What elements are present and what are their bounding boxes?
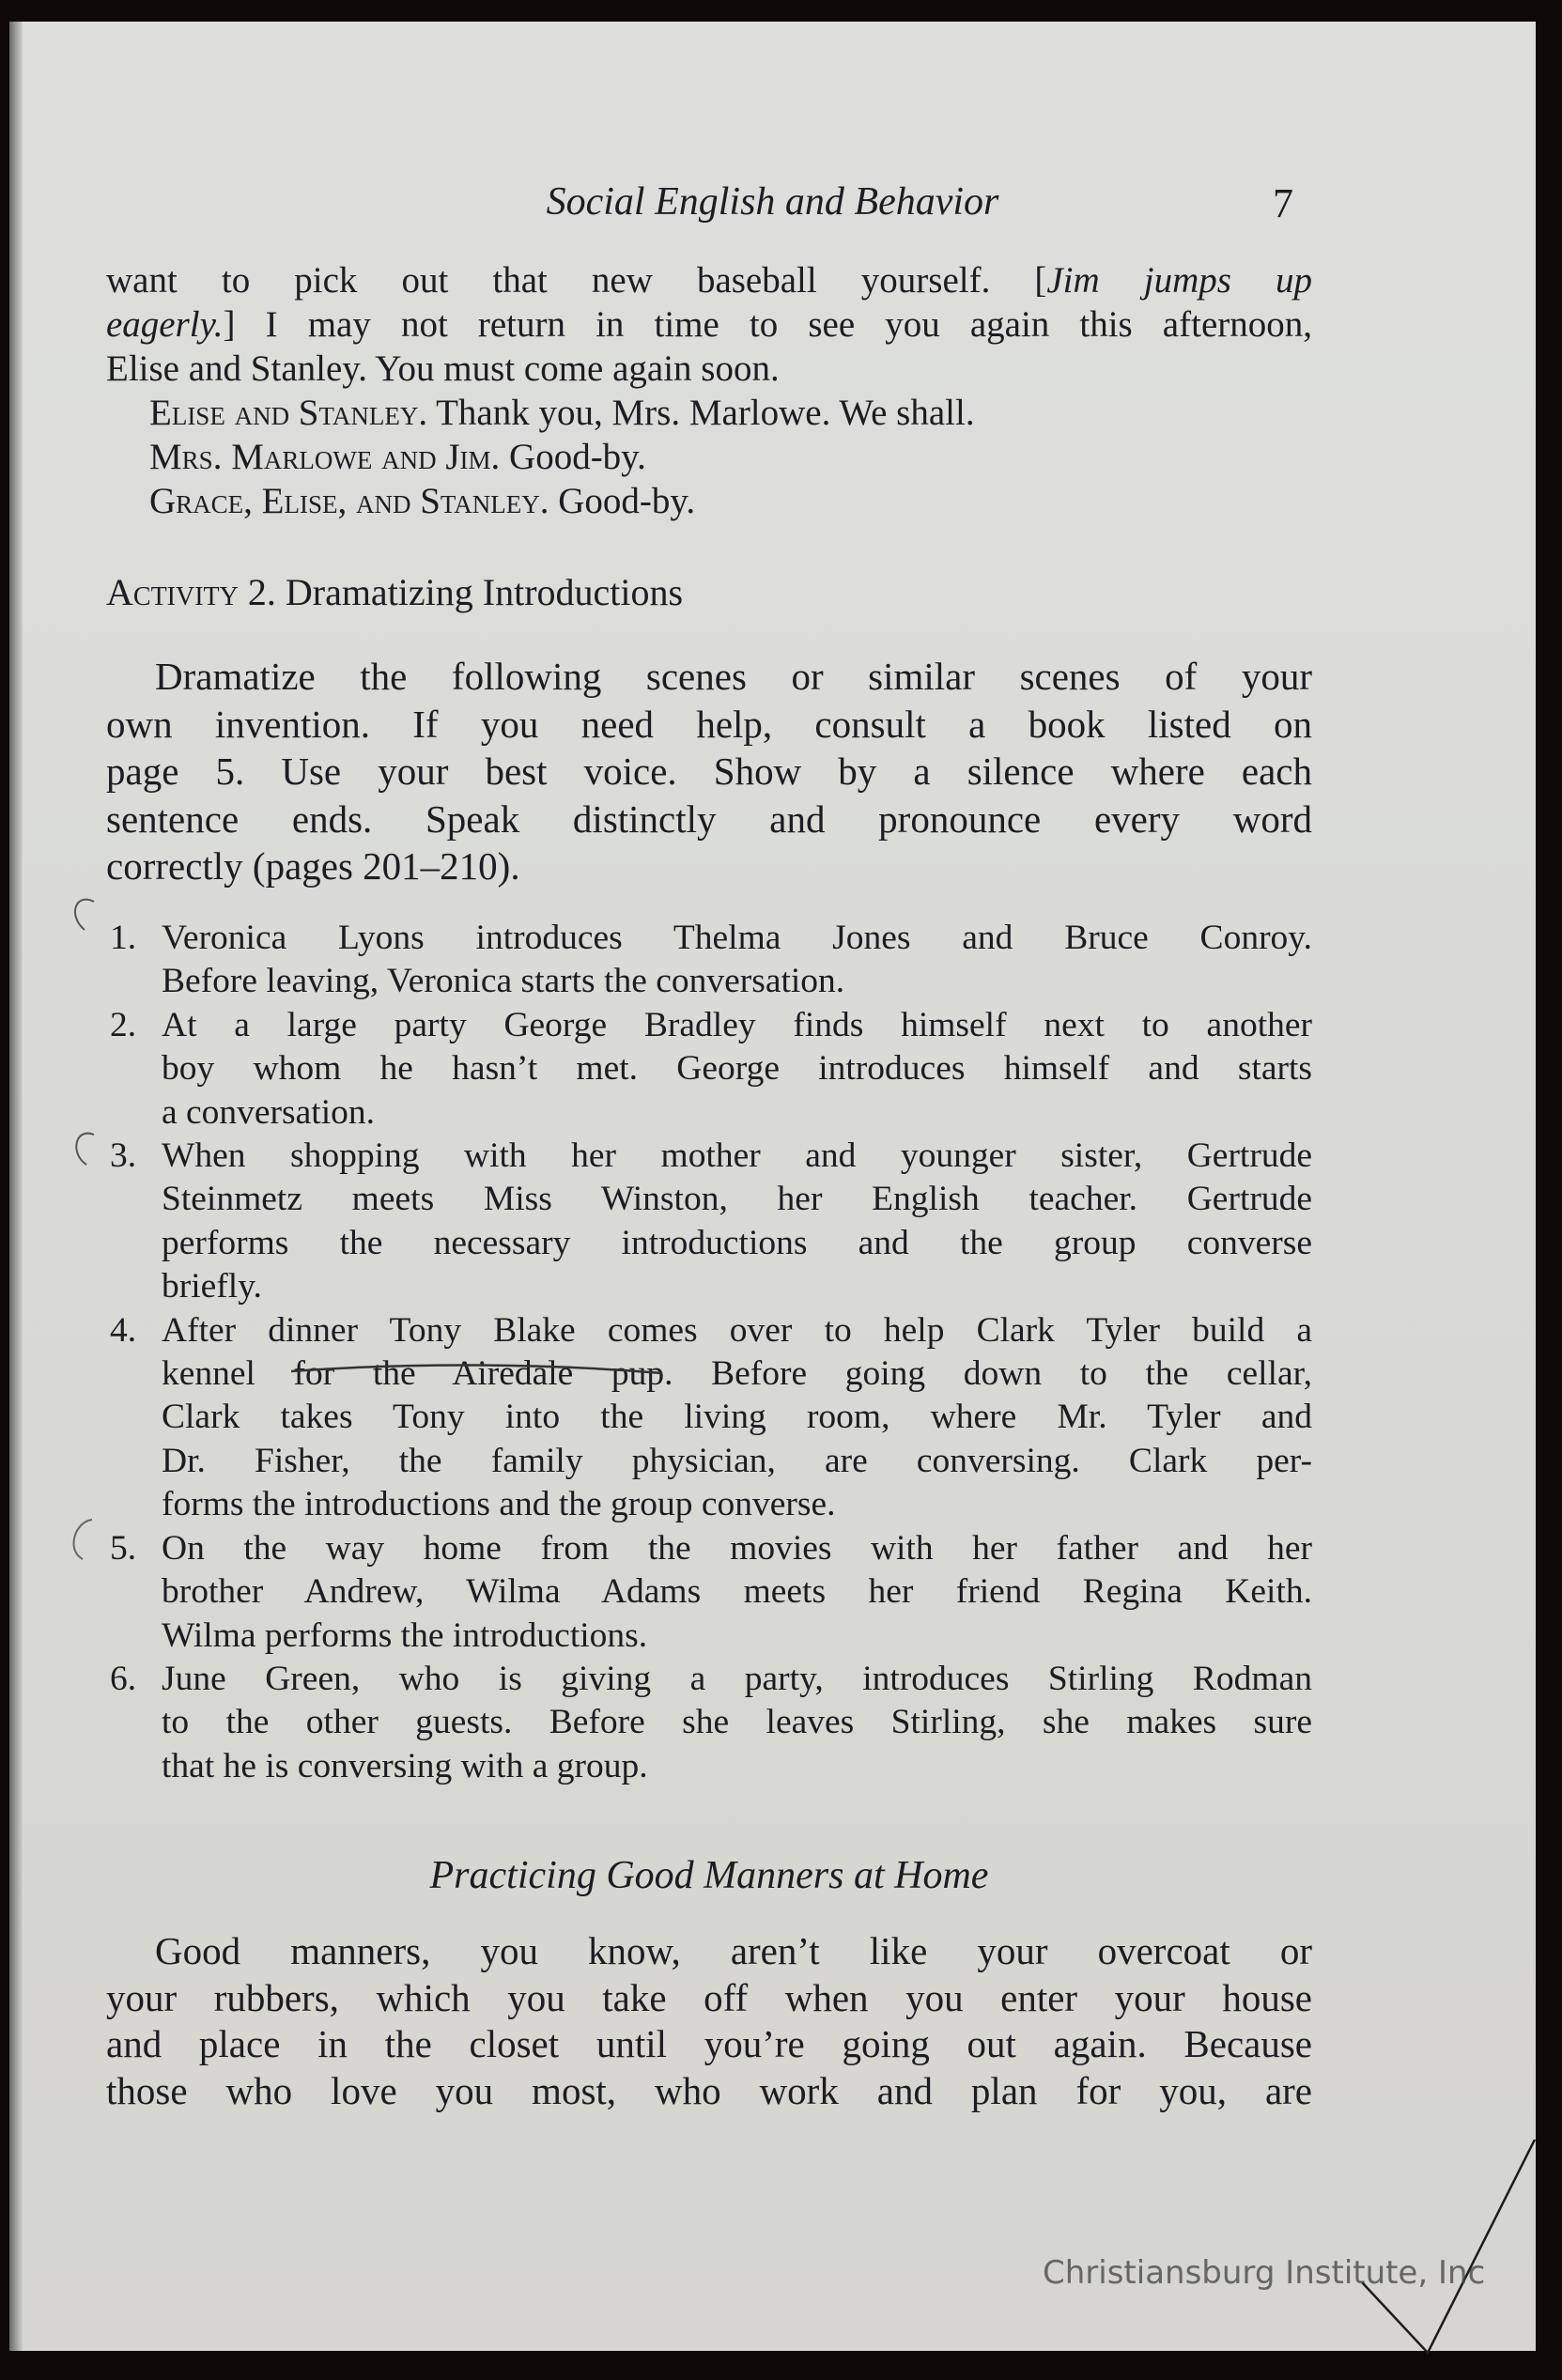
list-item-line: After dinner Tony Blake comes over to help Clark Tyler build a xyxy=(162,1310,1312,1350)
dialogue-text: ] I may not return in time to see you again this afternoon, xyxy=(223,304,1312,345)
list-item xyxy=(106,1004,1312,1135)
dialogue-text: Good-by. xyxy=(549,481,696,521)
speaker-name: Elise and Stanley. xyxy=(149,393,428,433)
activity-heading xyxy=(106,570,1312,614)
paragraph-line: own invention. If you need help, consult a book listed on xyxy=(106,702,1312,746)
activity-label: Activity xyxy=(106,571,239,613)
running-title: Social English and Behavior xyxy=(546,180,999,224)
dialogue-line xyxy=(106,302,1312,347)
paragraph-line: Good manners, you know, aren’t like your overcoat or xyxy=(155,1929,1312,1972)
list-item-line: Steinmetz meets Miss Winston, her English teacher. Gertrude xyxy=(162,1180,1312,1219)
speaker-name: Grace, Elise, and Stanley. xyxy=(149,481,549,521)
dialogue-text: Elise and Stanley. You must come again soon. xyxy=(106,348,780,389)
list-item xyxy=(106,1309,1312,1527)
book-page xyxy=(9,22,1536,2351)
list-item-line: that he is conversing with a group. xyxy=(162,1746,648,1785)
list-item-line: boy whom he hasn’t met. George introduces himself and starts xyxy=(162,1049,1312,1089)
list-item xyxy=(106,1527,1312,1658)
dialogue-text: Good-by. xyxy=(500,437,646,477)
list-number: 4. xyxy=(110,1310,137,1350)
list-item-line: Clark takes Tony into the living room, where Mr. Tyler and xyxy=(162,1398,1312,1437)
dialogue-text: eagerly. xyxy=(106,304,224,345)
dialogue-line xyxy=(106,258,1312,302)
activity-number: 2. xyxy=(247,571,276,613)
watermark: Christiansburg Institute, Inc xyxy=(1043,2254,1486,2292)
list-item-line: Wilma performs the introductions. xyxy=(162,1615,648,1655)
dialogue-text: Thank you, Mrs. Marlowe. We shall. xyxy=(427,393,975,433)
speaker-name: Mrs. Marlowe and Jim. xyxy=(149,437,501,477)
dialogue-text: want to pick out that new baseball yourself. [ xyxy=(106,260,1047,301)
paragraph-line: sentence ends. Speak distinctly and pronounce every word xyxy=(106,796,1312,841)
intro-paragraph xyxy=(106,653,1312,890)
dialogue-line xyxy=(106,347,1312,391)
list-item xyxy=(106,1658,1312,1788)
paragraph-line: correctly (pages 201–210). xyxy=(106,844,520,888)
list-item xyxy=(106,917,1312,1004)
dialogue-line xyxy=(106,479,1312,523)
paragraph-line: those who love you most, who work and plan for you, are xyxy=(106,2068,1312,2112)
list-item-line: forms the introductions and the group converse. xyxy=(162,1485,836,1524)
list-number: 6. xyxy=(110,1659,137,1698)
closing-paragraph xyxy=(106,1928,1312,2114)
list-item-line: At a large party George Bradley finds himself next to another xyxy=(162,1005,1312,1044)
list-item-line: a conversation. xyxy=(162,1092,375,1132)
page-number: 7 xyxy=(1273,180,1293,226)
list-item-line: When shopping with her mother and younger sister, Gertrude xyxy=(162,1136,1312,1176)
list-item xyxy=(106,1135,1312,1309)
dialogue-block xyxy=(106,258,1312,523)
dialogue-line xyxy=(106,391,1312,435)
scenes-list xyxy=(106,917,1312,1788)
list-number: 3. xyxy=(110,1136,137,1176)
list-number: 5. xyxy=(110,1528,137,1568)
list-item-line: Dr. Fisher, the family physician, are conversing. Clark per- xyxy=(162,1441,1312,1480)
list-item-line: Before leaving, Veronica starts the conversation. xyxy=(162,962,845,1001)
paragraph-line: your rubbers, which you take off when you enter your house xyxy=(106,1975,1312,2019)
list-item-line: brother Andrew, Wilma Adams meets her friend Regina Keith. xyxy=(162,1572,1312,1612)
activity-title: Dramatizing Introductions xyxy=(285,571,684,613)
list-item-line: briefly. xyxy=(162,1267,262,1306)
dialogue-line xyxy=(106,435,1312,479)
list-item-line: performs the necessary introductions and the group converse xyxy=(162,1223,1312,1262)
list-number: 1. xyxy=(110,919,137,957)
section-heading: Practicing Good Manners at Home xyxy=(429,1854,989,1897)
dialogue-text: Jim jumps up xyxy=(1046,260,1312,301)
list-item-line: Veronica Lyons introduces Thelma Jones and Bruce Conroy. xyxy=(162,919,1312,957)
list-number: 2. xyxy=(110,1005,137,1044)
list-item-line: On the way home from the movies with her father and her xyxy=(162,1528,1312,1568)
paragraph-line: and place in the closet until you’re going out again. Because xyxy=(106,2022,1312,2066)
list-item-line: June Green, who is giving a party, introduces Stirling Rodman xyxy=(162,1659,1312,1698)
list-item-line: to the other guests. Before she leaves Stirling, she makes sure xyxy=(162,1703,1312,1742)
list-item-line: kennel for the Airedale pup. Before going down to the cellar, xyxy=(162,1354,1312,1394)
paragraph-line: Dramatize the following scenes or similar scenes of your xyxy=(155,655,1312,698)
paragraph-line: page 5. Use your best voice. Show by a silence where each xyxy=(106,750,1312,793)
